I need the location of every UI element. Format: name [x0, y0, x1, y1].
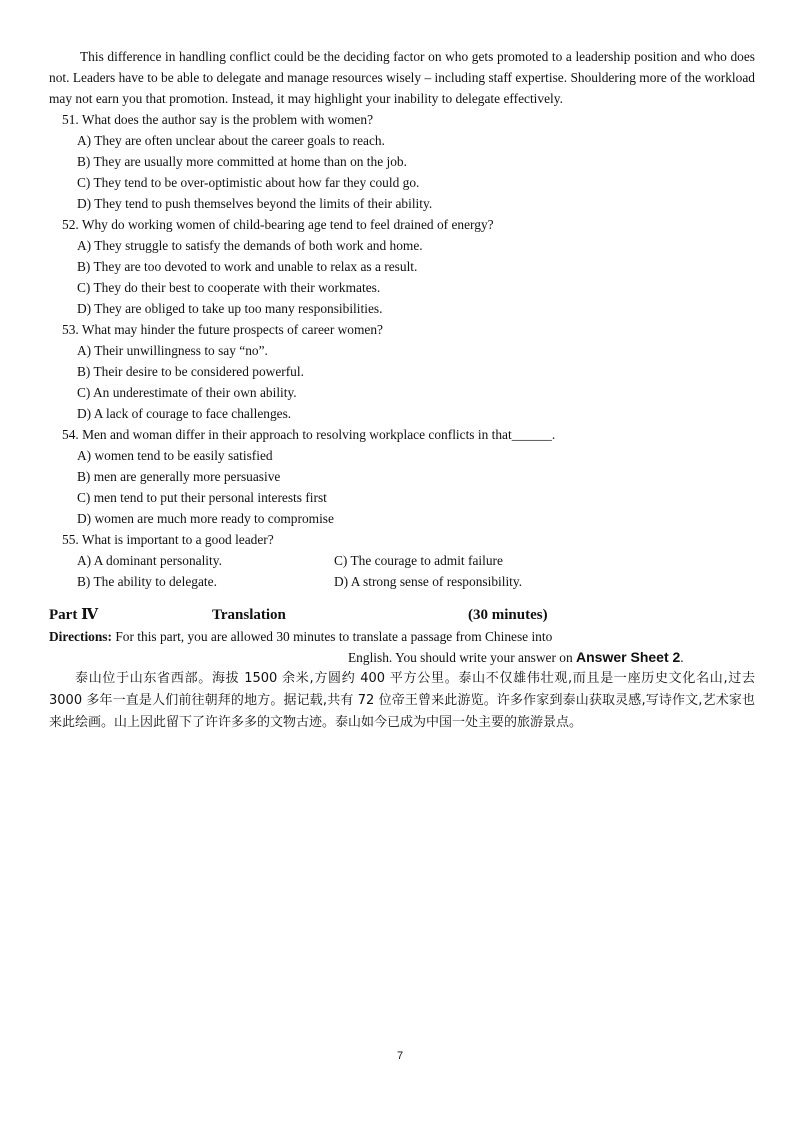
part-heading	[49, 604, 755, 626]
directions-text: For this part, you are allowed 30 minutes to translate a passage from Chinese into	[111, 629, 553, 644]
option-a: A) They struggle to satisfy the demands of both work and home.	[77, 238, 423, 253]
question-stem: 51. What does the author say is the problem with women?	[62, 112, 374, 127]
option-b: B) They are too devoted to work and unable to relax as a result.	[77, 259, 418, 274]
option-c: C) They tend to be over-optimistic about how far they could go.	[77, 175, 420, 190]
option-a: A) A dominant personality.	[77, 553, 222, 568]
directions-continued	[49, 647, 755, 668]
option-c: C) They do their best to cooperate with their workmates.	[77, 280, 381, 295]
option-d: D) They tend to push themselves beyond the limits of their ability.	[77, 196, 433, 211]
question-55	[49, 529, 755, 592]
directions-label: Directions:	[49, 629, 112, 644]
part-title: Translation	[212, 607, 286, 623]
question-54	[49, 424, 755, 529]
option-d: D) A lack of courage to face challenges.	[77, 406, 292, 421]
option-d: D) A strong sense of responsibility.	[334, 574, 523, 589]
option-c: C) An underestimate of their own ability.	[77, 385, 297, 400]
option-a: A) They are often unclear about the career goals to reach.	[77, 133, 385, 148]
question-stem: 52. Why do working women of child-bearing age tend to feel drained of energy?	[62, 217, 494, 232]
option-row	[49, 550, 755, 571]
question-51	[49, 109, 755, 214]
option-d: D) women are much more ready to compromise	[77, 511, 334, 526]
question-52	[49, 214, 755, 319]
option-b: B) The ability to delegate.	[77, 574, 217, 589]
option-b: B) Their desire to be considered powerful.	[77, 364, 304, 379]
option-d: D) They are obliged to take up too many responsibilities.	[77, 301, 383, 316]
period: .	[680, 650, 684, 665]
chinese-passage: 泰山位于山东省西部。海拔 1500 余米,方圆约 400 平方公里。泰山不仅雄伟壮观,而且是一座历史文化名山,过去 3000 多年一直是人们前往朝拜的地方。据记载,共有 72 位帝王曾来此游览。许多作家到泰山获取灵感,写诗作文,艺术家也来此绘画。山上因此留下了许许多多的文物古迹。泰山如今已成为中国一处主要的旅游景点。	[49, 671, 755, 730]
question-stem: 55. What is important to a good leader?	[62, 532, 274, 547]
option-b: B) men are generally more persuasive	[77, 469, 281, 484]
part-label: Part Ⅳ	[49, 607, 99, 623]
option-c: C) men tend to put their personal interests first	[77, 490, 327, 505]
part-time: (30 minutes)	[468, 607, 548, 623]
directions-text-2: English. You should write your answer on	[348, 650, 577, 665]
directions	[49, 626, 755, 647]
question-stem: 54. Men and woman differ in their approach to resolving workplace conflicts in that______.	[62, 427, 556, 442]
passage-paragraph: This difference in handling conflict could be the deciding factor on who gets promoted to a leadership position and who does not. Leaders have to be able to delegate and manage resources wisely – including staff expertise. Shouldering more of the workload may not earn you that promotion. Instead, it may highlight your inability to delegate effectively.	[49, 49, 755, 106]
question-53	[49, 319, 755, 424]
option-row	[49, 571, 755, 592]
option-c: C) The courage to admit failure	[334, 553, 503, 568]
exam-page	[49, 46, 755, 734]
answer-sheet-ref: Answer Sheet 2	[576, 649, 681, 665]
page-number: 7	[396, 1050, 404, 1062]
option-a: A) women tend to be easily satisfied	[77, 448, 273, 463]
option-b: B) They are usually more committed at home than on the job.	[77, 154, 407, 169]
option-a: A) Their unwillingness to say “no”.	[77, 343, 268, 358]
question-stem: 53. What may hinder the future prospects of career women?	[62, 322, 384, 337]
